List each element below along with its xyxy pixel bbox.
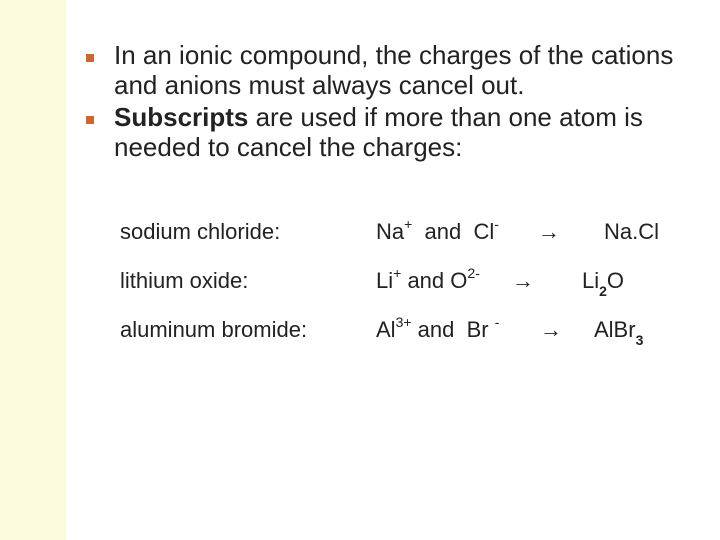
anion: O xyxy=(450,268,468,293)
and-word: and xyxy=(407,268,445,293)
compound-name: aluminum bromide: xyxy=(120,317,308,342)
and-word: and xyxy=(417,317,455,342)
yields-arrow-icon: → xyxy=(538,219,560,244)
cation-charge: + xyxy=(393,264,402,281)
bullet-item-1 xyxy=(82,40,702,100)
yields-arrow-icon: → xyxy=(512,268,534,293)
bullet-bold-term: Subscripts xyxy=(114,102,249,132)
bullet-text-2: are used if more than one atom is needed to cancel the charges: xyxy=(114,102,643,162)
product-subscript: 2 xyxy=(599,283,607,300)
product-formula: Na.Cl xyxy=(604,219,660,244)
bullet-item-2 xyxy=(82,102,702,162)
compound-name: sodium chloride: xyxy=(120,219,281,244)
anion: Br xyxy=(466,317,489,342)
product-part: Li xyxy=(582,268,600,293)
cation: Al xyxy=(376,317,396,342)
cation: Li xyxy=(376,268,394,293)
square-bullet-icon xyxy=(86,54,94,62)
square-bullet-icon xyxy=(86,116,94,124)
yields-arrow-icon: → xyxy=(540,317,562,342)
ion-equation xyxy=(376,212,499,252)
product-subscript: 3 xyxy=(635,332,644,349)
anion-charge: - xyxy=(494,215,499,232)
bullet-text-1: In an ionic compound, the charges of the cations and anions must always cancel out. xyxy=(114,40,674,100)
cation: Na xyxy=(376,219,405,244)
ion-equation xyxy=(376,261,480,301)
product-part: O xyxy=(606,268,625,293)
product-formula xyxy=(582,261,624,301)
anion: Cl xyxy=(473,219,495,244)
cation-charge: + xyxy=(404,215,413,232)
anion-charge: - xyxy=(494,313,500,330)
product-formula xyxy=(594,310,643,350)
example-row-aluminum-bromide xyxy=(120,310,700,350)
and-word: and xyxy=(424,219,462,244)
example-row-lithium-oxide xyxy=(120,261,700,301)
anion-charge: 2- xyxy=(467,264,480,281)
product-part: AlBr xyxy=(594,317,636,342)
bullet-list xyxy=(82,40,702,164)
example-row-sodium-chloride xyxy=(120,212,700,252)
ion-equation xyxy=(376,310,499,350)
left-decorative-band xyxy=(0,0,66,540)
compound-name: lithium oxide: xyxy=(120,268,249,293)
cation-charge: 3+ xyxy=(395,313,412,330)
